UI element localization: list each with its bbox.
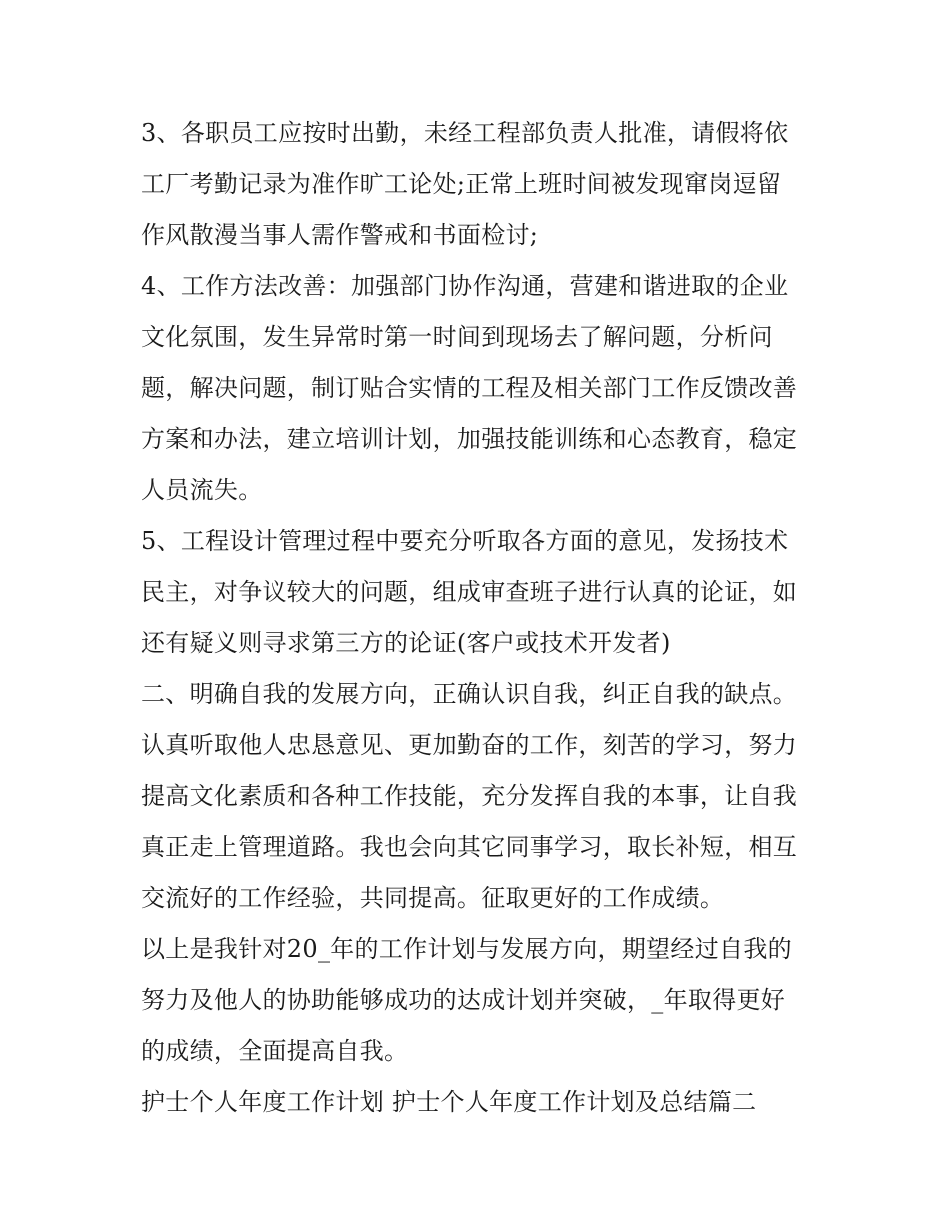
text-line: 努力及他人的协助能够成功的达成计划并突破，_年取得更好 [141, 986, 786, 1014]
text-line: 方案和办法，建立培训计划，加强技能训练和心态教育，稳定 [141, 425, 798, 453]
text-line: 工厂考勤记录为准作旷工论处;正常上班时间被发现窜岗逗留 [141, 170, 782, 198]
section-heading: 二、明确自我的发展方向，正确认识自我，纠正自我的缺点。 [141, 680, 798, 708]
text-line: 5、工程设计管理过程中要充分听取各方面的意见，发扬技术 [141, 527, 789, 555]
text-line: 民主，对争议较大的问题，组成审查班子进行认真的论证，如 [141, 578, 798, 606]
text-line: 3、各职员工应按时出勤，未经工程部负责人批准，请假将依 [141, 119, 789, 147]
text-line: 文化氛围，发生异常时第一时间到现场去了解问题，分析问 [141, 323, 773, 351]
text-line: 4、工作方法改善：加强部门协作沟通，营建和谐进取的企业 [141, 272, 789, 300]
text-line: 题，解决问题，制订贴合实情的工程及相关部门工作反馈改善 [141, 374, 798, 402]
text-line: 以上是我针对20_年的工作计划与发展方向，期望经过自我的 [141, 935, 792, 963]
section-title: 护士个人年度工作计划 护士个人年度工作计划及总结篇二 [141, 1088, 757, 1116]
text-line: 还有疑义则寻求第三方的论证(客户或技术开发者) [141, 629, 671, 657]
text-line: 人员流失。 [141, 476, 263, 504]
text-line: 交流好的工作经验，共同提高。征取更好的工作成绩。 [141, 884, 725, 912]
text-line: 作风散漫当事人需作警戒和书面检讨; [141, 221, 539, 249]
text-line: 的成绩，全面提高自我。 [141, 1037, 409, 1065]
document-body [141, 108, 821, 1128]
text-line: 真正走上管理道路。我也会向其它同事学习，取长补短，相互 [141, 833, 798, 861]
text-line: 提高文化素质和各种工作技能，充分发挥自我的本事，让自我 [141, 782, 798, 810]
text-line: 认真听取他人忠恳意见、更加勤奋的工作，刻苦的学习，努力 [141, 731, 798, 759]
